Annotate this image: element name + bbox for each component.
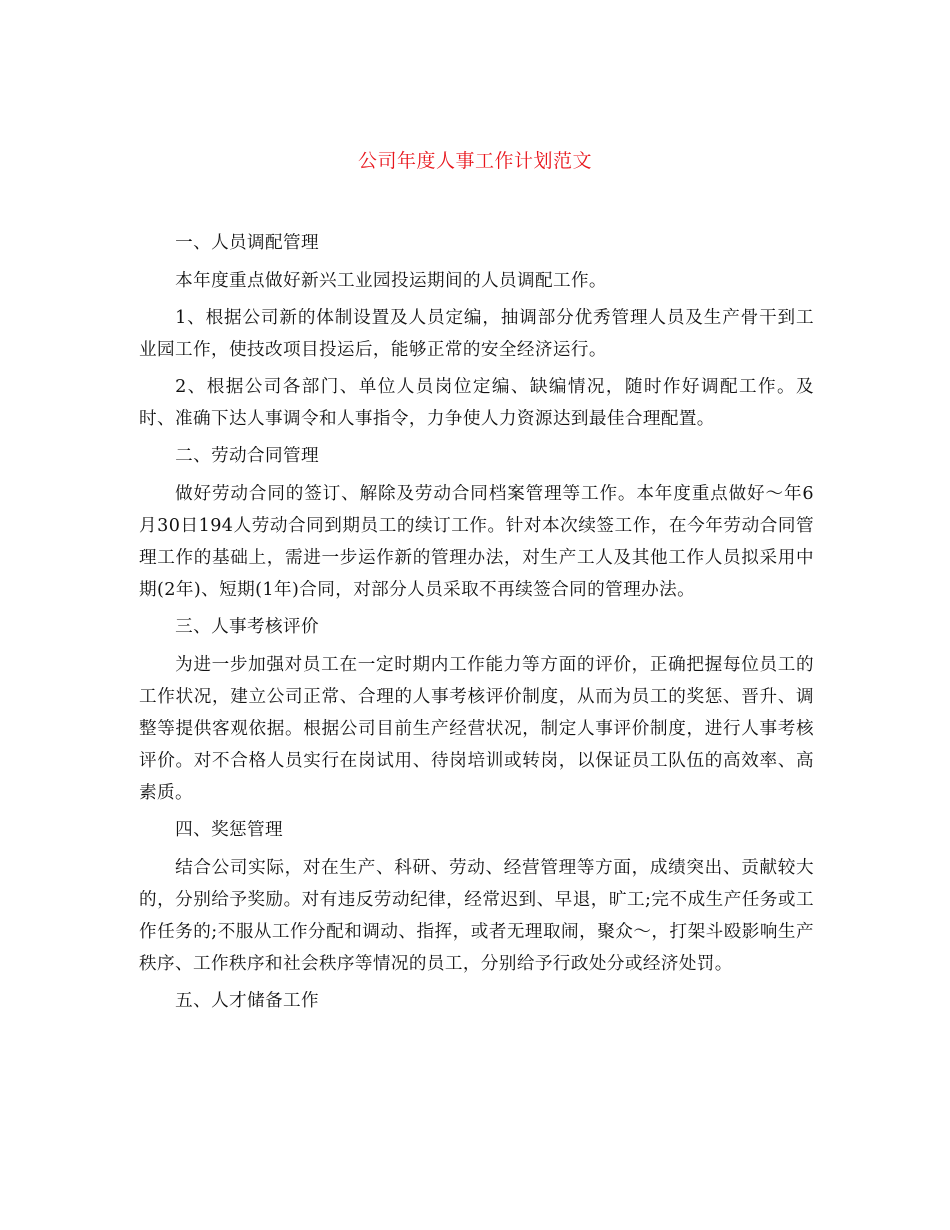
section-heading-talent-reserve: 五、人才储备工作 (175, 991, 320, 1011)
paragraph-assessment: 为进一步加强对员工在一定时期内工作能力等方面的评价，正确把握每位员工的工作状况，建立公司正常、合理的人事考核评价制度，从而为员工的奖惩、晋升、调整等提供客观依据。根据公司目前生产经营状况，制定人事评价制度，进行人事考核评价。对不合格人员实行在岗试用、待岗培训或转岗，以保证员工队伍的高效率、高素质。 (139, 655, 814, 803)
section-heading-rewards-penalties: 四、奖惩管理 (175, 820, 284, 840)
section-heading-staff-allocation: 一、人员调配管理 (175, 233, 320, 253)
paragraph-staff-allocation-item-2: 2、根据公司各部门、单位人员岗位定编、缺编情况，随时作好调配工作。及时、准确下达人事调令和人事指令，力争使人力资源达到最佳合理配置。 (139, 377, 814, 429)
section-heading-assessment: 三、人事考核评价 (175, 617, 320, 637)
section-heading-labor-contract: 二、劳动合同管理 (175, 446, 320, 466)
paragraph-labor-contract: 做好劳动合同的签订、解除及劳动合同档案管理等工作。本年度重点做好～年6月30日194人劳动合同到期员工的续订工作。针对本次续签工作，在今年劳动合同管理工作的基础上，需进一步运作新的管理办法，对生产工人及其他工作人员拟采用中期(2年)、短期(1年)合同，对部分人员采取不再续签合同的管理办法。 (139, 484, 814, 600)
paragraph-rewards-penalties: 结合公司实际，对在生产、科研、劳动、经营管理等方面，成绩突出、贡献较大的，分别给予奖励。对有违反劳动纪律，经常迟到、早退，旷工;完不成生产任务或工作任务的;不服从工作分配和调动、指挥，或者无理取闹，聚众～，打架斗殴影响生产秩序、工作秩序和社会秩序等情况的员工，分别给予行政处分或经济处罚。 (139, 858, 814, 974)
paragraph-staff-allocation-item-1: 1、根据公司新的体制设置及人员定编，抽调部分优秀管理人员及生产骨干到工业园工作，使技改项目投运后，能够正常的安全经济运行。 (139, 308, 814, 360)
document-body (139, 227, 814, 1023)
paragraph-staff-allocation-intro: 本年度重点做好新兴工业园投运期间的人员调配工作。 (175, 271, 607, 291)
document-title: 公司年度人事工作计划范文 (357, 150, 592, 172)
